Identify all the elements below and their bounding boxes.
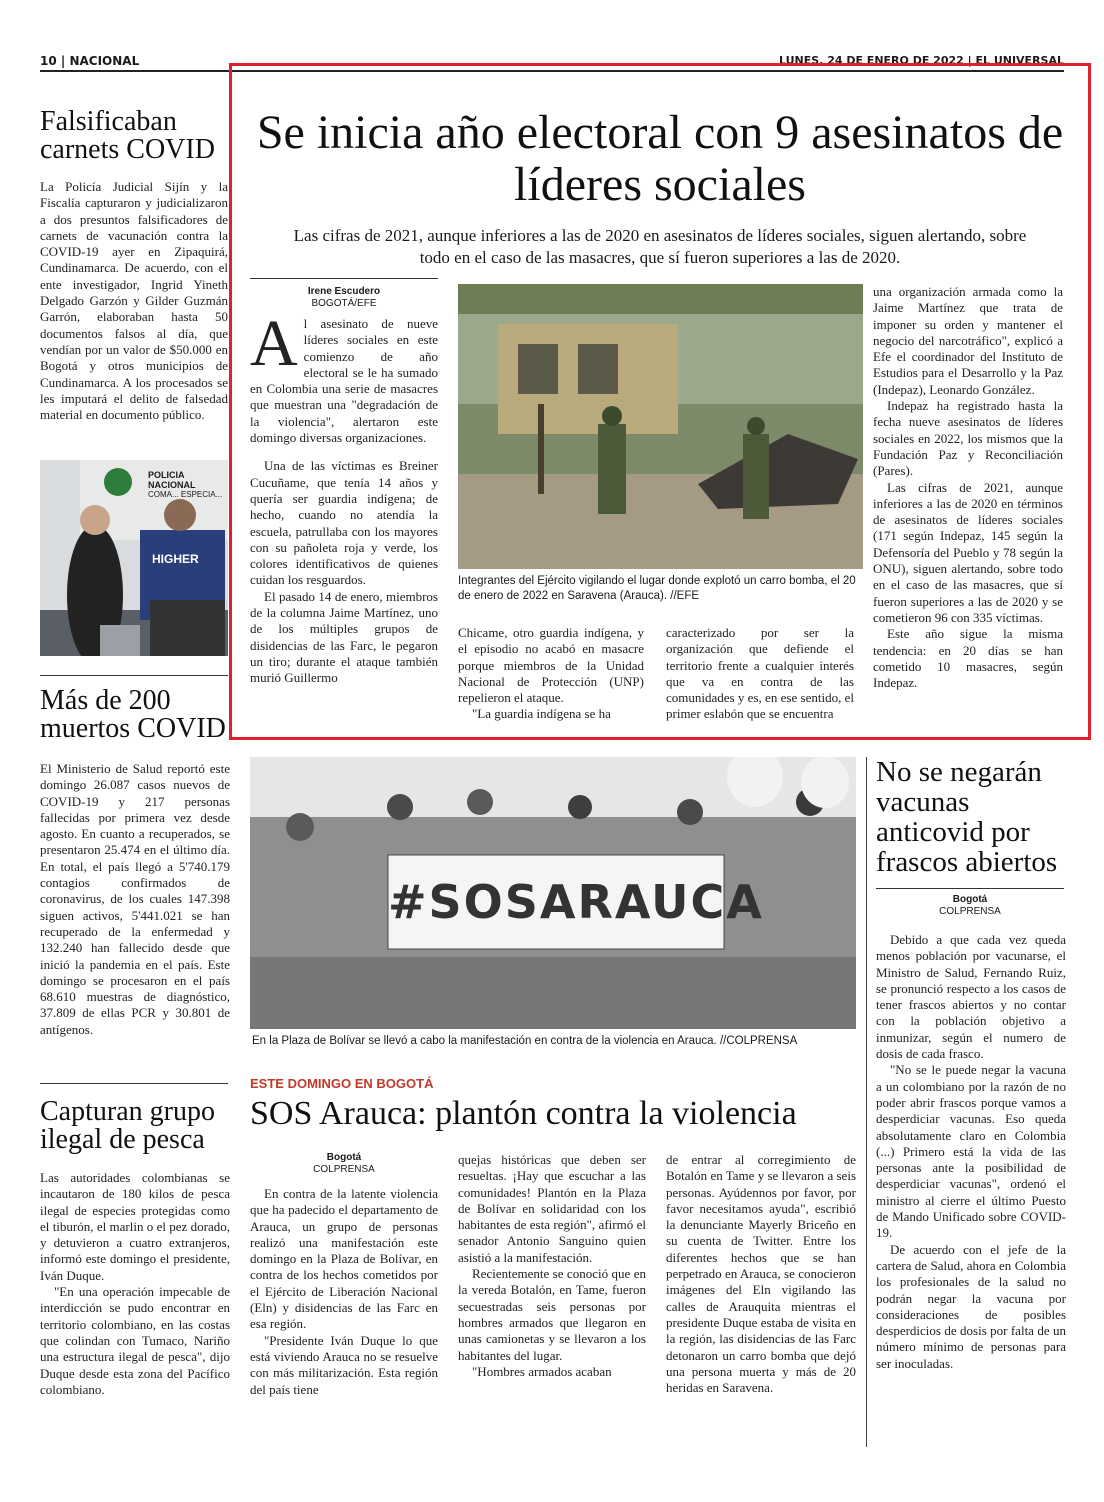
vacunas-byline xyxy=(876,894,1064,918)
byline-place: BOGOTÁ/EFE xyxy=(311,298,377,309)
photo-text-shirt: HIGHER xyxy=(152,552,199,566)
vacunas-paragraph: Debido a que cada vez queda menos población por vacunarse, el Ministro de Salud, Fernando Ruiz, se pronunció respecto a los casos de tener frascos abiertos y no contar con la población objetivo a inmunizar, según el numero de dosis de cada frasco. xyxy=(876,932,1066,1062)
arauca-paragraph: En contra de la latente violencia que ha padecido el departamento de Arauca, un grupo de personas realizó una manifestación este domingo en la Plaza de Bolívar, en contra de los hechos cometidos por el Ejército de Liberación Nacional (Eln) y disidencias de las Farc en esa región. xyxy=(250,1186,438,1332)
side2-title: Más de 200 muertos COVID xyxy=(40,685,226,744)
main-col2-paragraph: "La guardia indígena se ha xyxy=(472,706,611,722)
side3-paragraph: Las autoridades colombianas se incautaron de 180 kilos de pesca ilegal de especies protegidas como el tiburón, el marlin o el pez dorado, y detuvieron a cuatro extranjeros, informó este domingo el presidente, Iván Duque. xyxy=(40,1170,230,1283)
side1-title: Falsificaban carnets COVID xyxy=(40,106,215,165)
drop-cap: A xyxy=(250,307,298,380)
byline-author: Irene Escudero xyxy=(307,286,381,297)
arauca-col2 xyxy=(458,1152,646,1380)
protest-banner-text: #SOSARAUCA xyxy=(388,875,764,929)
main-col4 xyxy=(873,284,1063,691)
main-subtitle: Las cifras de 2021, aunque inferiores a las de 2020 en asesinatos de líderes sociales, siguen alertando, sobre todo en el caso de las masacres, que sí fueron superiores a las de 2020. xyxy=(293,226,1027,267)
vacunas-paragraph: De acuerdo con el jefe de la cartera de Salud, ahora en Colombia los profesionales de la salud no podrán negar la vacuna por consideraciones de posibles desperdicios de dosis por falta de un número mínimo de personas para ser inoculadas. xyxy=(876,1241,1066,1371)
vacunas-title: No se negarán vacunas anticovid por frascos abiertos xyxy=(876,756,1058,878)
main-col1-paragraph: El pasado 14 de enero, miembros de la columna Jaime Martínez, uno de los múltiples grupos de disidencias de las Farc, le pegaron un tiro; durante el ataque también murió Guillermo xyxy=(250,588,438,686)
side-separator xyxy=(40,675,228,676)
main-col1-paragraph: Una de las víctimas es Breiner Cucuñame, que tenía 14 años y quería ser guardia indígena; de hecho, cuando no atendía la escuela, patrullaba con los mayores con su pañoleta roja y verde, los colores identificativos de quienes cuidan los resguardos. xyxy=(250,458,438,588)
main-col1-paragraph xyxy=(250,307,438,446)
date-masthead: LUNES, 24 DE ENERO DE 2022 | EL UNIVERSAL xyxy=(779,54,1064,67)
arauca-paragraph: quejas históricas que deben ser resueltas. ¡Hay que escuchar a las comunidades! Plantón en la Plaza de Bolívar en solidaridad con los habitantes de esta región", afirmó el senador Antonio Sanguino quien asistió a la manifestación. xyxy=(458,1152,646,1265)
section-tag: ESTE DOMINGO EN BOGOTÁ xyxy=(250,1076,434,1091)
main-col4-paragraph: Indepaz ha registrado hasta la fecha nueve asesinatos de líderes sociales en 2022, los mismos que la Fundación Paz y Reconciliación (Pares). xyxy=(873,398,1063,479)
main-photo-caption: Integrantes del Ejército vigilando el lugar donde explotó un carro bomba, el 20 de enero de 2022 en Saravena (Arauca). //EFE xyxy=(458,575,856,602)
side1-paragraph: La Policía Judicial Sijín y la Fiscalía capturaron y judicializaron a dos presuntos falsificadores de carnets de vacunación contra la COVID-19 ayer en Zipaquirá, Cundinamarca. De acuerdo, con el ente investigador, Ingrid Yineth Delgado Garzón y Gilder Guzmán Garrón, elaboraban hasta 50 documentos falsos al día, que vendían por un valor de $50.000 en Bogotá y otros municipios de Cundinamarca. A los procesados se les imputará el delito de falsedad material en documento público. xyxy=(40,179,228,423)
side3-paragraph: "En una operación impecable de interdicción se pudo encontrar en territorio colombiano, en las costas que colindan con Tumaco, Nariño una estructura ilegal de pesca", dijo Duque desde esta zona del Pacífico colombiano. xyxy=(40,1284,230,1397)
side-separator xyxy=(40,1083,228,1084)
main-headline: Se inicia año electoral con 9 asesinatos de líderes sociales xyxy=(256,106,1064,211)
arauca-paragraph: "Hombres armados acaban xyxy=(472,1363,612,1379)
photo-text-sign: COMA... ESPECIA... xyxy=(148,490,223,499)
arauca-headline: SOS Arauca: plantón contra la violencia xyxy=(250,1095,797,1132)
arauca-byline xyxy=(250,1152,438,1176)
main-col3 xyxy=(666,625,854,723)
main-col4-paragraph: Este año sigue la misma tendencia: en 20 días se han cometido 10 masacres, según Indepaz. xyxy=(873,626,1063,691)
main-col1 xyxy=(250,307,438,687)
side1-body xyxy=(40,179,228,423)
arauca-paragraph: "Presidente Iván Duque lo que está viviendo Arauca no se resuelve con más militarización. Esta región del país tiene xyxy=(250,1332,438,1397)
byline-rule xyxy=(250,278,438,279)
side2-body xyxy=(40,761,230,1038)
main-col2 xyxy=(458,625,644,723)
side3-title: Capturan grupo ilegal de pesca xyxy=(40,1096,215,1155)
vacunas-body xyxy=(876,932,1066,1372)
side2-paragraph: El Ministerio de Salud reportó este domingo 26.087 casos nuevos de COVID-19 y 217 personas fallecidas por primera vez desde agosto. En cuanto a recuperados, se presentaron 25.474 en el último día. En total, el país llegó a 5'740.179 contagios confirmados de coronavirus, de los cuales 147.398 siguen activos, 5'441.021 se han recuperado de la enfermedad y 132.240 han fallecido desde que inició la pandemia en el país. Este domingo se procesaron en el país 68.610 muestras de diagnóstico, 37.809 de ellas PCR y 30.801 de antígenos. xyxy=(40,761,230,1037)
photo-text-police: POLICIA NACIONAL xyxy=(148,470,196,490)
main-col1-text: l asesinato de nueve líderes sociales en este comienzo de año electoral se le ha sumado en Colombia una serie de masacres que muestran una "degradación de la violencia", alertaron este domingo diversas organizaciones. xyxy=(250,316,438,446)
byline-agency: COLPRENSA xyxy=(313,1164,375,1175)
army-car-bomb-image xyxy=(458,284,863,569)
main-col4-paragraph: Las cifras de 2021, aunque inferiores a las de 2020 en términos de asesinatos de líderes sociales (171 según Indepaz, 145 según la Defensoría del Pueblo y 78 según la ONU), siguen alertando, sobre todo en el caso de las masacres, que sí fueron superiores a las de 2020 y se cometieron 96 con 335 víctimas. xyxy=(873,479,1063,625)
main-col3-paragraph: caracterizado por ser la organización que defiende el territorio frente a cualquier interés que va en contra de las comunidades y es, en ese sentido, el primer eslabón que se encuentra xyxy=(666,625,854,722)
arauca-paragraph: Recientemente se conoció que en la vereda Botalón, en Tame, fueron secuestradas seis personas por hombres armados que llegaron en unas camionetas y se llevaron a los habitantes del lugar. xyxy=(458,1266,646,1363)
side1-photo xyxy=(40,460,228,656)
byline-agency: COLPRENSA xyxy=(939,906,1001,917)
byline-rule xyxy=(876,888,1064,889)
byline-place: Bogotá xyxy=(326,1152,362,1163)
arauca-col1 xyxy=(250,1186,438,1398)
arauca-paragraph: de entrar al corregimiento de Botalón en Tame y se llevaron a seis personas. Ayúdennos por favor, por favor necesitamos ayuda", escribió la denunciante Mayerly Briceño en su cuenta de Twitter. Entre los diferentes hechos que se han perpetrado en Arauca, se conocieron imágenes del Eln vigilando las calles de Arauquita mientras el presidente Duque estaba de visita en la región, las disidencias de las Farc detonaron un carro bomba que dejó una persona muerta y más de 20 heridas en Saravena. xyxy=(666,1152,856,1396)
main-photo xyxy=(458,284,863,569)
section-label: 10 | NACIONAL xyxy=(40,54,140,68)
arauca-col3 xyxy=(666,1152,856,1396)
protest-photo-caption: En la Plaza de Bolívar se llevó a cabo la manifestación en contra de la violencia en Arauca. //COLPRENSA xyxy=(252,1035,798,1047)
side3-body xyxy=(40,1170,230,1398)
column-divider xyxy=(866,757,867,1447)
main-col2-paragraph: Chicame, otro guardia indígena, y el episodio no acabó en masacre porque miembros de la Unidad Nacional de Protección (UNP) repelieron el ataque. xyxy=(458,625,644,706)
vacunas-paragraph: "No se le puede negar la vacuna a un colombiano por la razón de no poder abrir frascos porque vamos a desperdiciar vacunas. Eso queda absolutamente claro en Colombia (...) Primero está la vida de las personas ante la posibilidad de desperdiciar vacunas", ordenó el ministro al cierre el último Puesto de Mando Unificado sobre COVID-19. xyxy=(876,1062,1066,1241)
protest-photo xyxy=(250,757,856,1029)
main-col4-paragraph: una organización armada como la Jaime Martínez que trata de imponer su orden y mantener el negocio del narcotráfico", explicó a Efe el coordinador del Instituto de Estudios para el Desarrollo y la Paz (Indepaz), Leonardo González. xyxy=(873,284,1063,397)
byline-place: Bogotá xyxy=(952,894,988,905)
